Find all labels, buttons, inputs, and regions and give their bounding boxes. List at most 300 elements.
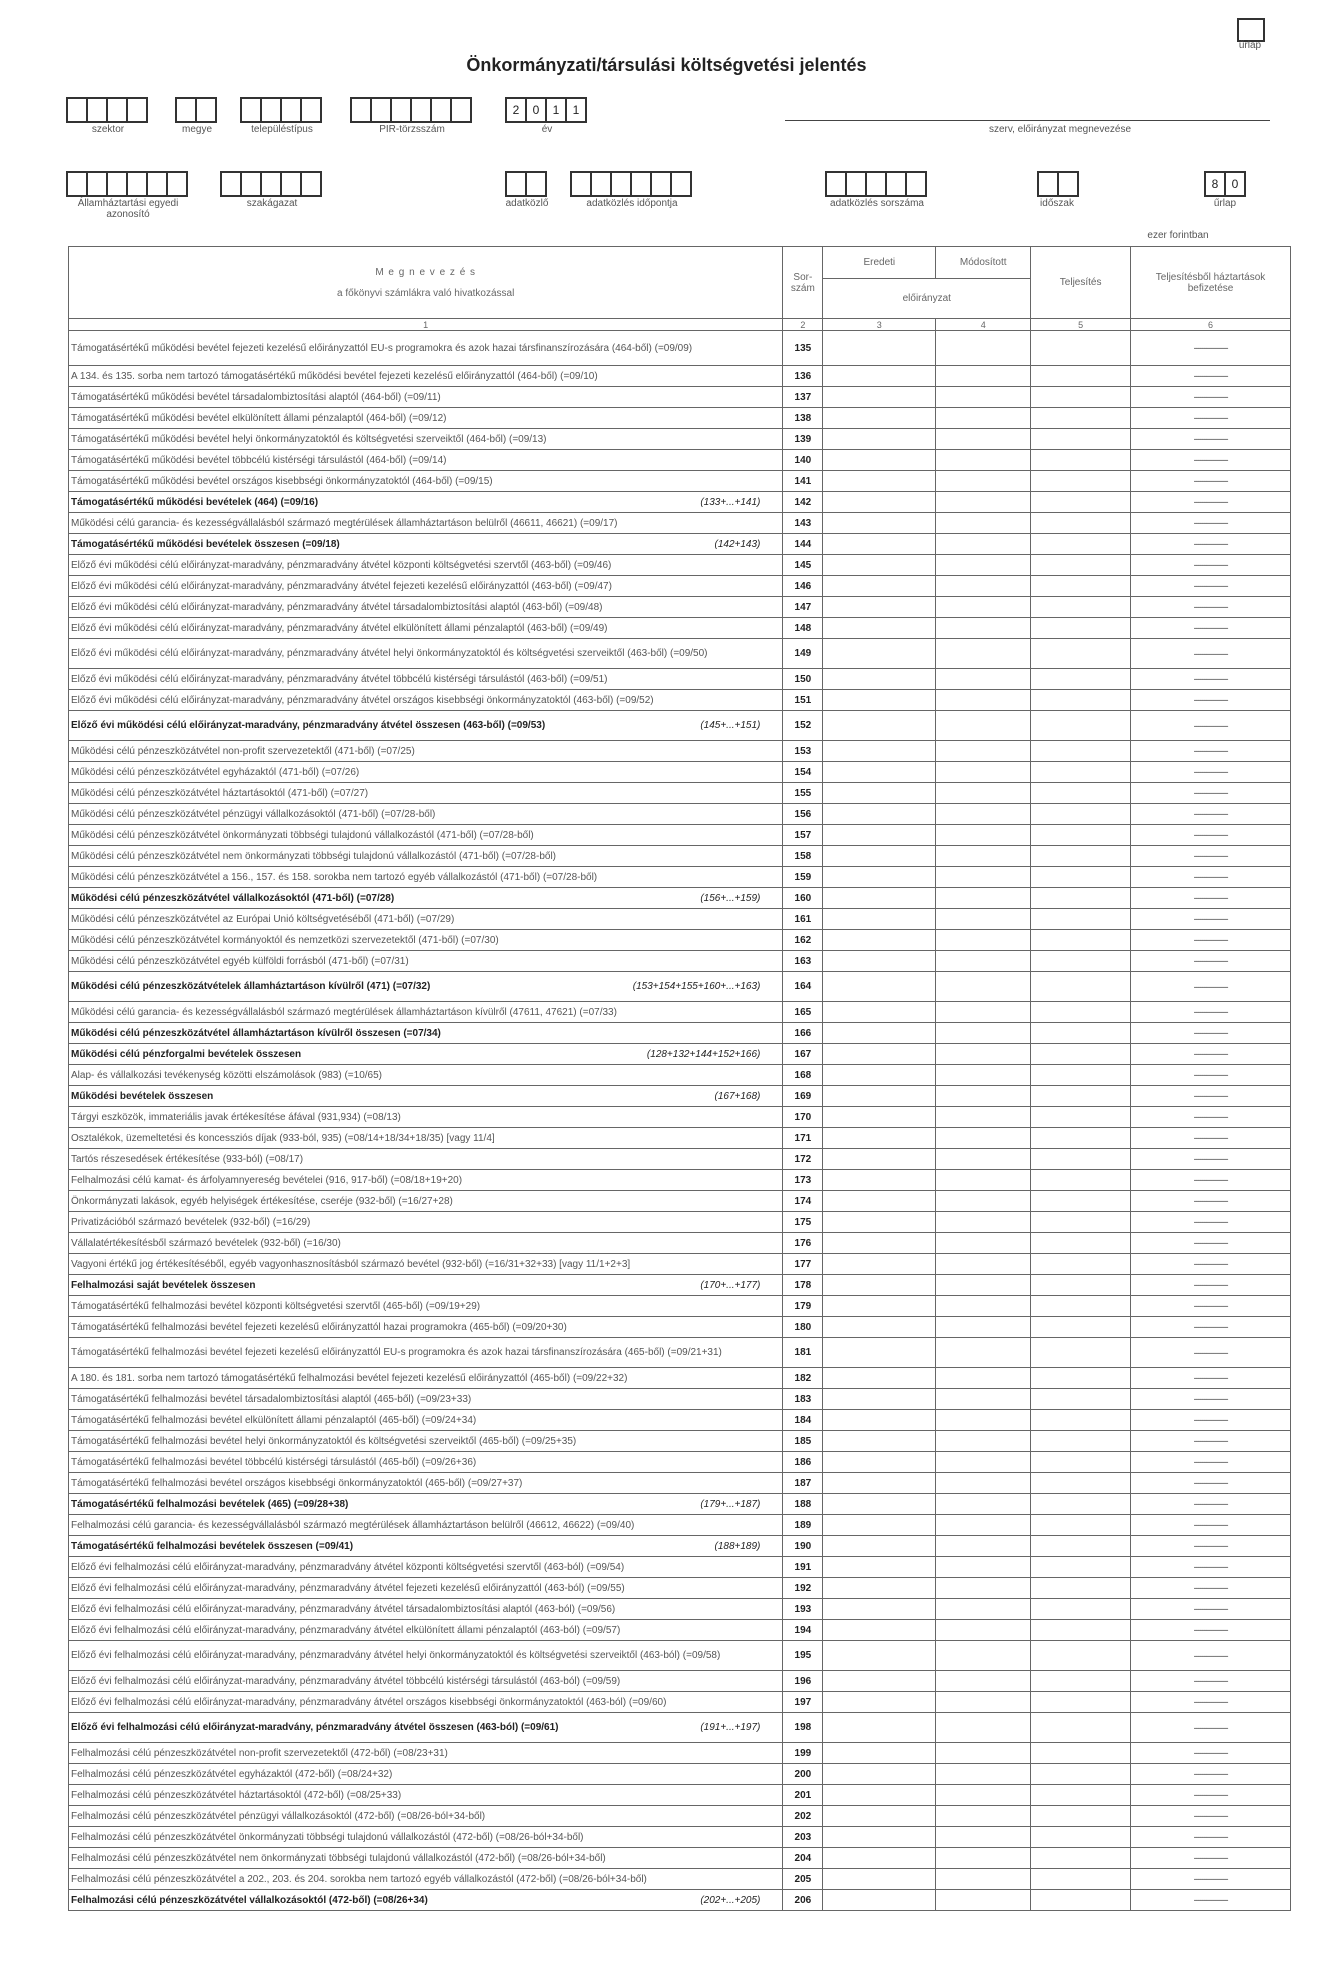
haztartas-cell: ----------------- [1131, 1536, 1291, 1557]
modositott-cell[interactable] [936, 1743, 1031, 1764]
szektor-boxes[interactable] [66, 97, 146, 123]
eredeti-cell[interactable] [823, 1641, 936, 1671]
modositott-cell[interactable] [936, 762, 1031, 783]
teljesites-cell[interactable] [1031, 1713, 1131, 1743]
modositott-cell[interactable] [936, 1023, 1031, 1044]
modositott-cell[interactable] [936, 741, 1031, 762]
modositott-cell[interactable] [936, 1713, 1031, 1743]
eredeti-cell[interactable] [823, 1557, 936, 1578]
modositott-cell[interactable] [936, 331, 1031, 366]
modositott-cell[interactable] [936, 1338, 1031, 1368]
eredeti-cell[interactable] [823, 951, 936, 972]
aht-id-boxes-cell[interactable] [146, 171, 168, 197]
teljesites-cell[interactable] [1031, 1806, 1131, 1827]
modositott-cell[interactable] [936, 366, 1031, 387]
eredeti-cell[interactable] [823, 1065, 936, 1086]
teljesites-cell[interactable] [1031, 618, 1131, 639]
eredeti-cell[interactable] [823, 1578, 936, 1599]
modositott-cell[interactable] [936, 1869, 1031, 1890]
table-row [69, 951, 1291, 972]
ev-boxes-cell[interactable]: 1 [545, 97, 567, 123]
modositott-cell[interactable] [936, 930, 1031, 951]
teljesites-cell[interactable] [1031, 1431, 1131, 1452]
modositott-cell[interactable] [936, 1065, 1031, 1086]
adatkozlo-boxes[interactable] [505, 171, 545, 197]
eredeti-cell[interactable] [823, 1848, 936, 1869]
adatkozles-idopont-boxes-cell[interactable] [590, 171, 612, 197]
eredeti-cell[interactable] [823, 846, 936, 867]
teljesites-cell[interactable] [1031, 450, 1131, 471]
urlap-boxes-cell[interactable]: 8 [1204, 171, 1226, 197]
row-number: 156 [783, 804, 823, 825]
header-eloiranyzat: előirányzat [823, 279, 1031, 319]
modositott-cell[interactable] [936, 888, 1031, 909]
row-description [69, 1317, 783, 1338]
eredeti-cell[interactable] [823, 1671, 936, 1692]
teljesites-cell[interactable] [1031, 492, 1131, 513]
adatkozles-idopont-boxes[interactable] [570, 171, 690, 197]
modositott-cell[interactable] [936, 1536, 1031, 1557]
eredeti-cell[interactable] [823, 1473, 936, 1494]
teljesites-cell[interactable] [1031, 909, 1131, 930]
modositott-cell[interactable] [936, 1890, 1031, 1911]
teljesites-cell[interactable] [1031, 408, 1131, 429]
szakagazat-boxes-cell[interactable] [260, 171, 282, 197]
adatkozles-sorszam-boxes-cell[interactable] [865, 171, 887, 197]
adatkozles-idopont-boxes-cell[interactable] [610, 171, 632, 197]
adatkozles-idopont-boxes-cell[interactable] [570, 171, 592, 197]
eredeti-cell[interactable] [823, 1254, 936, 1275]
modositott-cell[interactable] [936, 471, 1031, 492]
teljesites-cell[interactable] [1031, 1473, 1131, 1494]
eredeti-cell[interactable] [823, 1086, 936, 1107]
teljesites-cell[interactable] [1031, 1254, 1131, 1275]
org-name-line[interactable] [785, 120, 1270, 121]
aht-id-boxes-cell[interactable] [106, 171, 128, 197]
ev-boxes-cell[interactable]: 2 [505, 97, 527, 123]
eredeti-cell[interactable] [823, 972, 936, 1002]
teljesites-cell[interactable] [1031, 1890, 1131, 1911]
modositott-cell[interactable] [936, 534, 1031, 555]
pir-boxes-cell[interactable] [430, 97, 452, 123]
teljesites-cell[interactable] [1031, 513, 1131, 534]
aht-id-boxes-cell[interactable] [126, 171, 148, 197]
szektor-boxes-cell[interactable] [106, 97, 128, 123]
teljesites-cell[interactable] [1031, 1869, 1131, 1890]
modositott-cell[interactable] [936, 1254, 1031, 1275]
row-description-text: Előző évi működési célú előirányzat-maradvány, pénzmaradvány átvétel helyi önkormányzatoktól és költségvetési szerveiktől (463-ből) (=09/50) [71, 648, 708, 659]
aht-id-boxes-cell[interactable] [66, 171, 88, 197]
teljesites-cell[interactable] [1031, 1743, 1131, 1764]
telepulestipus-boxes-cell[interactable] [240, 97, 262, 123]
eredeti-cell[interactable] [823, 429, 936, 450]
szakagazat-boxes-cell[interactable] [240, 171, 262, 197]
teljesites-cell[interactable] [1031, 1065, 1131, 1086]
eredeti-cell[interactable] [823, 1410, 936, 1431]
teljesites-cell[interactable] [1031, 804, 1131, 825]
teljesites-cell[interactable] [1031, 1578, 1131, 1599]
aht-id-boxes[interactable] [66, 171, 186, 197]
eredeti-cell[interactable] [823, 597, 936, 618]
modositott-cell[interactable] [936, 1494, 1031, 1515]
megye-boxes-cell[interactable] [175, 97, 197, 123]
modositott-cell[interactable] [936, 618, 1031, 639]
ev-boxes[interactable] [505, 97, 585, 123]
modositott-cell[interactable] [936, 909, 1031, 930]
modositott-cell[interactable] [936, 1671, 1031, 1692]
aht-id-boxes-cell[interactable] [166, 171, 188, 197]
eredeti-cell[interactable] [823, 534, 936, 555]
eredeti-cell[interactable] [823, 1743, 936, 1764]
teljesites-cell[interactable] [1031, 930, 1131, 951]
teljesites-cell[interactable] [1031, 1317, 1131, 1338]
adatkozles-sorszam-boxes[interactable] [825, 171, 925, 197]
teljesites-cell[interactable] [1031, 1494, 1131, 1515]
teljesites-cell[interactable] [1031, 1170, 1131, 1191]
teljesites-cell[interactable] [1031, 1212, 1131, 1233]
teljesites-cell[interactable] [1031, 846, 1131, 867]
modositott-cell[interactable] [936, 408, 1031, 429]
teljesites-cell[interactable] [1031, 1410, 1131, 1431]
haztartas-cell: ----------------- [1131, 1023, 1291, 1044]
teljesites-cell[interactable] [1031, 690, 1131, 711]
modositott-cell[interactable] [936, 1473, 1031, 1494]
teljesites-cell[interactable] [1031, 972, 1131, 1002]
eredeti-cell[interactable] [823, 450, 936, 471]
modositott-cell[interactable] [936, 1599, 1031, 1620]
szakagazat-boxes-cell[interactable] [280, 171, 302, 197]
table-row [69, 1641, 1291, 1671]
modositott-cell[interactable] [936, 1044, 1031, 1065]
teljesites-cell[interactable] [1031, 1764, 1131, 1785]
teljesites-cell[interactable] [1031, 429, 1131, 450]
szakagazat-boxes-cell[interactable] [300, 171, 322, 197]
szektor-boxes-cell[interactable] [86, 97, 108, 123]
szakagazat-boxes[interactable] [220, 171, 320, 197]
modositott-cell[interactable] [936, 1368, 1031, 1389]
teljesites-cell[interactable] [1031, 366, 1131, 387]
modositott-cell[interactable] [936, 1806, 1031, 1827]
modositott-cell[interactable] [936, 972, 1031, 1002]
modositott-cell[interactable] [936, 1452, 1031, 1473]
eredeti-cell[interactable] [823, 930, 936, 951]
modositott-cell[interactable] [936, 1557, 1031, 1578]
eredeti-cell[interactable] [823, 408, 936, 429]
modositott-cell[interactable] [936, 846, 1031, 867]
teljesites-cell[interactable] [1031, 597, 1131, 618]
modositott-cell[interactable] [936, 1578, 1031, 1599]
eredeti-cell[interactable] [823, 909, 936, 930]
eredeti-cell[interactable] [823, 492, 936, 513]
modositott-cell[interactable] [936, 1848, 1031, 1869]
adatkozles-idopont-boxes-cell[interactable] [650, 171, 672, 197]
table-row [69, 1410, 1291, 1431]
teljesites-cell[interactable] [1031, 1296, 1131, 1317]
teljesites-cell[interactable] [1031, 1692, 1131, 1713]
teljesites-cell[interactable] [1031, 1128, 1131, 1149]
teljesites-cell[interactable] [1031, 1620, 1131, 1641]
teljesites-cell[interactable] [1031, 387, 1131, 408]
modositott-cell[interactable] [936, 1002, 1031, 1023]
eredeti-cell[interactable] [823, 1338, 936, 1368]
megye-boxes[interactable] [175, 97, 215, 123]
modositott-cell[interactable] [936, 951, 1031, 972]
modositott-cell[interactable] [936, 1692, 1031, 1713]
teljesites-cell[interactable] [1031, 1233, 1131, 1254]
modositott-cell[interactable] [936, 1086, 1031, 1107]
teljesites-cell[interactable] [1031, 1599, 1131, 1620]
modositott-cell[interactable] [936, 450, 1031, 471]
teljesites-cell[interactable] [1031, 1002, 1131, 1023]
urlap-boxes[interactable] [1204, 171, 1244, 197]
adatkozles-sorszam-boxes-cell[interactable] [905, 171, 927, 197]
telepulestipus-boxes-cell[interactable] [280, 97, 302, 123]
eredeti-cell[interactable] [823, 1806, 936, 1827]
teljesites-cell[interactable] [1031, 951, 1131, 972]
pir-boxes-cell[interactable] [350, 97, 372, 123]
telepulestipus-boxes-cell[interactable] [300, 97, 322, 123]
eredeti-cell[interactable] [823, 1149, 936, 1170]
teljesites-cell[interactable] [1031, 331, 1131, 366]
eredeti-cell[interactable] [823, 1599, 936, 1620]
row-description [69, 1410, 783, 1431]
modositott-cell[interactable] [936, 867, 1031, 888]
teljesites-cell[interactable] [1031, 1086, 1131, 1107]
row-description [69, 1233, 783, 1254]
modositott-cell[interactable] [936, 597, 1031, 618]
teljesites-cell[interactable] [1031, 1191, 1131, 1212]
teljesites-cell[interactable] [1031, 639, 1131, 669]
table-row [69, 1692, 1291, 1713]
adatkozlo-boxes-cell[interactable] [505, 171, 527, 197]
teljesites-cell[interactable] [1031, 555, 1131, 576]
modositott-cell[interactable] [936, 669, 1031, 690]
eredeti-cell[interactable] [823, 555, 936, 576]
eredeti-cell[interactable] [823, 867, 936, 888]
modositott-cell[interactable] [936, 1296, 1031, 1317]
pir-boxes[interactable] [350, 97, 470, 123]
modositott-cell[interactable] [936, 711, 1031, 741]
table-row [69, 1170, 1291, 1191]
eredeti-cell[interactable] [823, 1389, 936, 1410]
modositott-cell[interactable] [936, 1620, 1031, 1641]
row-description-text: Felhalmozási célú pénzeszközátvétel non-profit szervezetektől (472-ből) (=08/23+31) [71, 1747, 448, 1759]
modositott-cell[interactable] [936, 1827, 1031, 1848]
teljesites-cell[interactable] [1031, 1848, 1131, 1869]
eredeti-cell[interactable] [823, 1170, 936, 1191]
telepulestipus-boxes-cell[interactable] [260, 97, 282, 123]
teljesites-cell[interactable] [1031, 1368, 1131, 1389]
modositott-cell[interactable] [936, 804, 1031, 825]
eredeti-cell[interactable] [823, 1713, 936, 1743]
modositott-cell[interactable] [936, 1785, 1031, 1806]
teljesites-cell[interactable] [1031, 1389, 1131, 1410]
eredeti-cell[interactable] [823, 1107, 936, 1128]
teljesites-cell[interactable] [1031, 1827, 1131, 1848]
modositott-cell[interactable] [936, 513, 1031, 534]
haztartas-cell: ----------------- [1131, 1191, 1291, 1212]
eredeti-cell[interactable] [823, 1212, 936, 1233]
adatkozles-idopont-boxes-cell[interactable] [630, 171, 652, 197]
adatkozlo-boxes-cell[interactable] [525, 171, 547, 197]
row-description [69, 408, 783, 429]
eredeti-cell[interactable] [823, 1692, 936, 1713]
eredeti-cell[interactable] [823, 1827, 936, 1848]
szakagazat-boxes-cell[interactable] [220, 171, 242, 197]
eredeti-cell[interactable] [823, 711, 936, 741]
eredeti-cell[interactable] [823, 513, 936, 534]
modositott-cell[interactable] [936, 1431, 1031, 1452]
teljesites-cell[interactable] [1031, 1536, 1131, 1557]
pir-boxes-cell[interactable] [370, 97, 392, 123]
row-description [69, 1389, 783, 1410]
modositott-cell[interactable] [936, 576, 1031, 597]
modositott-cell[interactable] [936, 1107, 1031, 1128]
eredeti-cell[interactable] [823, 471, 936, 492]
modositott-cell[interactable] [936, 639, 1031, 669]
teljesites-cell[interactable] [1031, 867, 1131, 888]
teljesites-cell[interactable] [1031, 1107, 1131, 1128]
modositott-cell[interactable] [936, 1212, 1031, 1233]
eredeti-cell[interactable] [823, 1890, 936, 1911]
eredeti-cell[interactable] [823, 1869, 936, 1890]
row-description-text: Működési célú pénzeszközátvétel háztartásoktól (471-ből) (=07/27) [71, 787, 369, 799]
teljesites-cell[interactable] [1031, 825, 1131, 846]
teljesites-cell[interactable] [1031, 1338, 1131, 1368]
eredeti-cell[interactable] [823, 741, 936, 762]
eredeti-cell[interactable] [823, 1044, 936, 1065]
teljesites-cell[interactable] [1031, 888, 1131, 909]
modositott-cell[interactable] [936, 1389, 1031, 1410]
eredeti-cell[interactable] [823, 1233, 936, 1254]
modositott-cell[interactable] [936, 1764, 1031, 1785]
eredeti-cell[interactable] [823, 1296, 936, 1317]
eredeti-cell[interactable] [823, 825, 936, 846]
adatkozles-sorszam-boxes-cell[interactable] [825, 171, 847, 197]
eredeti-cell[interactable] [823, 1620, 936, 1641]
teljesites-cell[interactable] [1031, 741, 1131, 762]
modositott-cell[interactable] [936, 1233, 1031, 1254]
ev-boxes-cell[interactable]: 0 [525, 97, 547, 123]
modositott-cell[interactable] [936, 1515, 1031, 1536]
eredeti-cell[interactable] [823, 1317, 936, 1338]
eredeti-cell[interactable] [823, 1764, 936, 1785]
teljesites-cell[interactable] [1031, 1557, 1131, 1578]
eredeti-cell[interactable] [823, 1023, 936, 1044]
idoszak-boxes-cell[interactable] [1037, 171, 1059, 197]
eredeti-cell[interactable] [823, 366, 936, 387]
modositott-cell[interactable] [936, 1170, 1031, 1191]
eredeti-cell[interactable] [823, 1191, 936, 1212]
row-description-text: Önkormányzati lakások, egyéb helyiségek értékesítése, cseréje (932-ből) (=16/27+28) [71, 1195, 453, 1207]
eredeti-cell[interactable] [823, 1536, 936, 1557]
teljesites-cell[interactable] [1031, 669, 1131, 690]
adatkozles-idopont-boxes-cell[interactable] [670, 171, 692, 197]
eredeti-cell[interactable] [823, 888, 936, 909]
modositott-cell[interactable] [936, 1641, 1031, 1671]
eredeti-cell[interactable] [823, 762, 936, 783]
modositott-cell[interactable] [936, 429, 1031, 450]
eredeti-cell[interactable] [823, 690, 936, 711]
teljesites-cell[interactable] [1031, 1671, 1131, 1692]
eredeti-cell[interactable] [823, 1785, 936, 1806]
modositott-cell[interactable] [936, 1149, 1031, 1170]
idoszak-boxes-cell[interactable] [1057, 171, 1079, 197]
teljesites-cell[interactable] [1031, 1515, 1131, 1536]
teljesites-cell[interactable] [1031, 1023, 1131, 1044]
teljesites-cell[interactable] [1031, 534, 1131, 555]
eredeti-cell[interactable] [823, 783, 936, 804]
teljesites-cell[interactable] [1031, 1641, 1131, 1671]
eredeti-cell[interactable] [823, 331, 936, 366]
modositott-cell[interactable] [936, 492, 1031, 513]
eredeti-cell[interactable] [823, 576, 936, 597]
eredeti-cell[interactable] [823, 1494, 936, 1515]
eredeti-cell[interactable] [823, 1431, 936, 1452]
szektor-boxes-cell[interactable] [126, 97, 148, 123]
pir-boxes-cell[interactable] [390, 97, 412, 123]
eredeti-cell[interactable] [823, 804, 936, 825]
teljesites-cell[interactable] [1031, 1452, 1131, 1473]
eredeti-cell[interactable] [823, 1515, 936, 1536]
modositott-cell[interactable] [936, 690, 1031, 711]
teljesites-cell[interactable] [1031, 711, 1131, 741]
row-number: 158 [783, 846, 823, 867]
eredeti-cell[interactable] [823, 387, 936, 408]
eredeti-cell[interactable] [823, 1368, 936, 1389]
aht-id-boxes-cell[interactable] [86, 171, 108, 197]
modositott-cell[interactable] [936, 825, 1031, 846]
modositott-cell[interactable] [936, 1275, 1031, 1296]
teljesites-cell[interactable] [1031, 762, 1131, 783]
eredeti-cell[interactable] [823, 1452, 936, 1473]
modositott-cell[interactable] [936, 1128, 1031, 1149]
haztartas-cell: ----------------- [1131, 1557, 1291, 1578]
teljesites-cell[interactable] [1031, 576, 1131, 597]
pir-boxes-cell[interactable] [410, 97, 432, 123]
modositott-cell[interactable] [936, 387, 1031, 408]
row-description-text: Támogatásértékű felhalmozási bevétel fejezeti kezelésű előirányzattól hazai programokra (465-ből) (=09/20+30) [71, 1321, 567, 1333]
eredeti-cell[interactable] [823, 669, 936, 690]
eredeti-cell[interactable] [823, 618, 936, 639]
modositott-cell[interactable] [936, 1317, 1031, 1338]
modositott-cell[interactable] [936, 783, 1031, 804]
pir-boxes-cell[interactable] [450, 97, 472, 123]
telepulestipus-boxes[interactable] [240, 97, 320, 123]
adatkozles-sorszam-boxes-cell[interactable] [885, 171, 907, 197]
teljesites-cell[interactable] [1031, 1785, 1131, 1806]
modositott-cell[interactable] [936, 1191, 1031, 1212]
teljesites-cell[interactable] [1031, 1149, 1131, 1170]
megye-boxes-cell[interactable] [195, 97, 217, 123]
szektor-boxes-cell[interactable] [66, 97, 88, 123]
teljesites-cell[interactable] [1031, 1044, 1131, 1065]
teljesites-cell[interactable] [1031, 783, 1131, 804]
eredeti-cell[interactable] [823, 1128, 936, 1149]
teljesites-cell[interactable] [1031, 1275, 1131, 1296]
eredeti-cell[interactable] [823, 1275, 936, 1296]
ev-boxes-cell[interactable]: 1 [565, 97, 587, 123]
eredeti-cell[interactable] [823, 1002, 936, 1023]
urlap-boxes-cell[interactable]: 0 [1224, 171, 1246, 197]
eredeti-cell[interactable] [823, 639, 936, 669]
row-description [69, 1848, 783, 1869]
adatkozles-sorszam-boxes-cell[interactable] [845, 171, 867, 197]
idoszak-boxes[interactable] [1037, 171, 1077, 197]
modositott-cell[interactable] [936, 555, 1031, 576]
teljesites-cell[interactable] [1031, 471, 1131, 492]
modositott-cell[interactable] [936, 1410, 1031, 1431]
